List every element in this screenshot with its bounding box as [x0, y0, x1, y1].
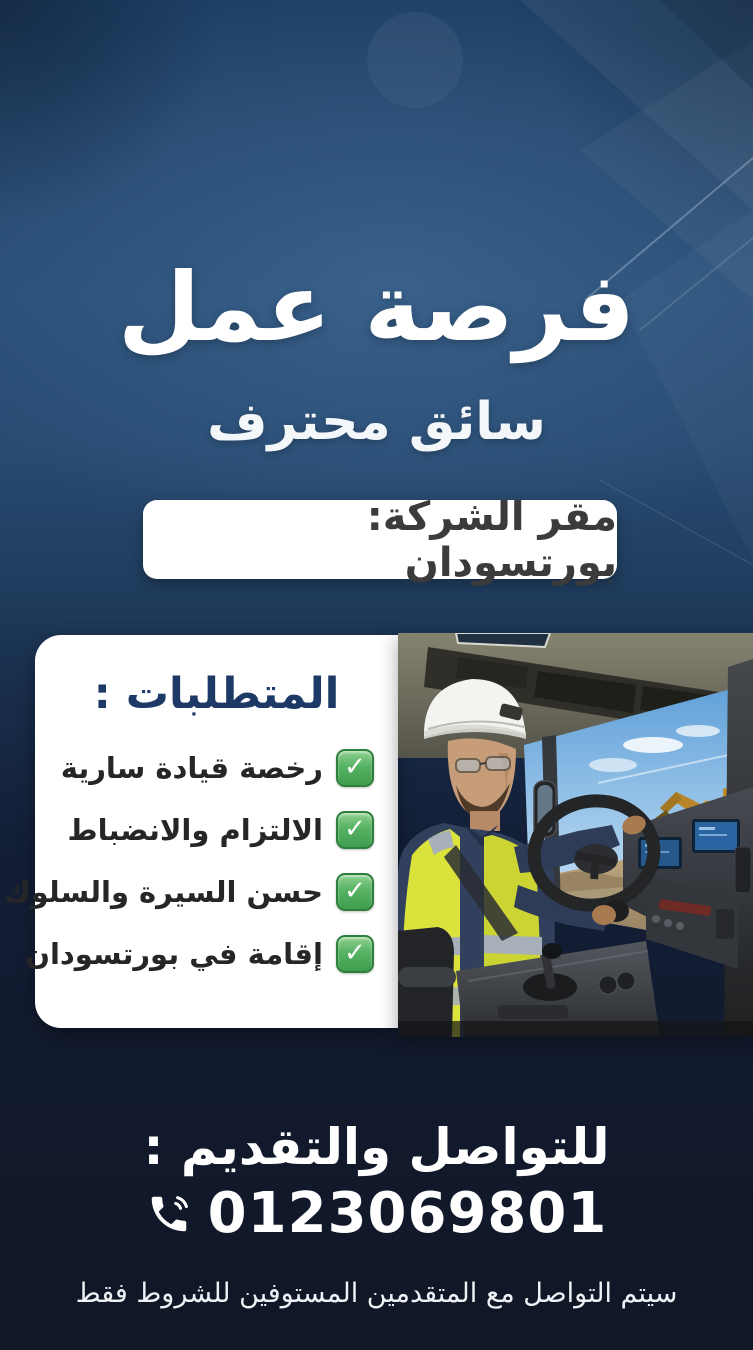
requirement-label: الالتزام والانضباط [67, 813, 323, 847]
driver-photo [398, 633, 753, 1037]
requirement-label: حسن السيرة والسلوك [4, 875, 323, 909]
requirements-list [4, 737, 398, 985]
check-icon: ✓ [336, 873, 374, 911]
phone-row [0, 1181, 753, 1246]
list-item [25, 923, 398, 985]
page-subtitle: سائق محترف [207, 392, 546, 452]
location-pill: مقر الشركة: بورتسودان [143, 500, 617, 579]
phone-number: 0123069801 [207, 1181, 608, 1246]
footer-note: سيتم التواصل مع المتقدمين المستوفين للشروط فقط [75, 1278, 678, 1309]
requirements-card [4, 635, 398, 1028]
requirement-label: رخصة قيادة سارية [60, 751, 323, 785]
list-item [35, 737, 398, 799]
requirement-label: إقامة في بورتسودان [25, 937, 323, 971]
list-item [4, 861, 398, 923]
check-icon: ✓ [336, 935, 374, 973]
check-icon: ✓ [336, 811, 374, 849]
phone-icon [146, 1191, 192, 1237]
check-icon: ✓ [336, 749, 374, 787]
list-item [35, 799, 398, 861]
driver-photo-scene [398, 633, 753, 1037]
requirements-heading: المتطلبات : [93, 669, 340, 719]
page-title: فرصة عمل [117, 253, 636, 363]
contact-heading: للتواصل والتقديم : [143, 1118, 610, 1176]
